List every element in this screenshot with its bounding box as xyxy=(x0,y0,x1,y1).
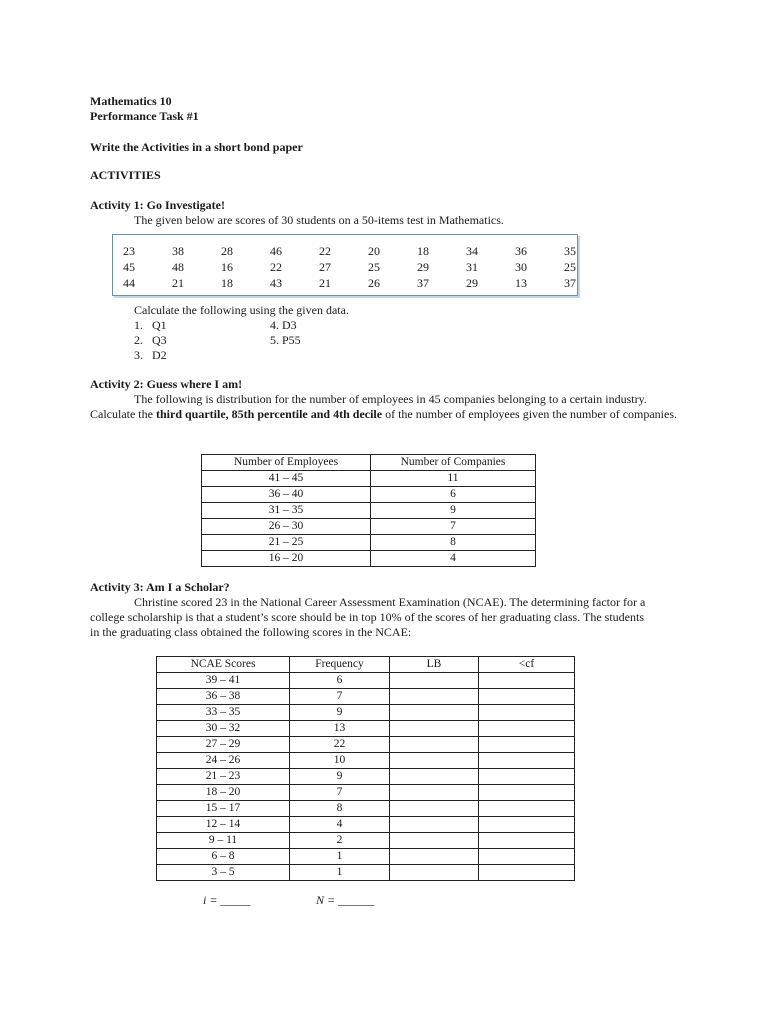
score-cell: 34 xyxy=(466,244,478,258)
table-row xyxy=(157,833,575,849)
score-cell: 13 xyxy=(515,276,527,290)
frequency-cell: 1 xyxy=(290,865,390,881)
lb-cell xyxy=(390,801,479,817)
score-cell: 21 xyxy=(319,276,331,290)
table-row xyxy=(157,673,575,689)
lb-cell xyxy=(390,833,479,849)
score-cell: 25 xyxy=(368,260,380,274)
table-row xyxy=(157,865,575,881)
employees-range-cell: 36 – 40 xyxy=(202,487,371,503)
score-cell: 18 xyxy=(417,244,429,258)
lb-cell xyxy=(390,769,479,785)
employees-col-header: Number of Employees xyxy=(202,455,371,471)
ncae-score-cell: 3 – 5 xyxy=(157,865,290,881)
table-row xyxy=(157,689,575,705)
score-cell: 27 xyxy=(319,260,331,274)
cf-cell xyxy=(479,689,575,705)
subject-title: Mathematics 10 xyxy=(90,94,172,108)
activity2-intro: The following is distribution for the number of employees in 45 companies belonging to a certain industry. xyxy=(134,392,647,406)
frequency-cell: 1 xyxy=(290,849,390,865)
frequency-cell: 9 xyxy=(290,705,390,721)
lb-cell xyxy=(390,865,479,881)
frequency-cell: 7 xyxy=(290,785,390,801)
score-cell: 46 xyxy=(270,244,282,258)
cf-cell xyxy=(479,865,575,881)
item-d2: 3. D2 xyxy=(134,348,167,362)
cf-cell xyxy=(479,817,575,833)
table-row xyxy=(157,705,575,721)
item-d3: 4. D3 xyxy=(270,318,297,332)
frequency-cell: 6 xyxy=(290,673,390,689)
ncae-score-cell: 30 – 32 xyxy=(157,721,290,737)
table-row xyxy=(157,769,575,785)
companies-count-cell: 4 xyxy=(371,551,536,567)
score-cell: 22 xyxy=(319,244,331,258)
cf-cell xyxy=(479,849,575,865)
task-title: Performance Task #1 xyxy=(90,109,199,123)
frequency-cell: 4 xyxy=(290,817,390,833)
employees-range-cell: 16 – 20 xyxy=(202,551,371,567)
activity3-title: Activity 3: Am I a Scholar? xyxy=(90,580,230,594)
table-row xyxy=(157,785,575,801)
cf-header: <cf xyxy=(479,657,575,673)
score-cell: 35 xyxy=(564,244,576,258)
activity2-title: Activity 2: Guess where I am! xyxy=(90,377,243,391)
frequency-cell: 9 xyxy=(290,769,390,785)
score-cell: 30 xyxy=(515,260,527,274)
lb-cell xyxy=(390,689,479,705)
lb-cell xyxy=(390,785,479,801)
lb-cell xyxy=(390,849,479,865)
frequency-cell: 7 xyxy=(290,689,390,705)
companies-count-cell: 7 xyxy=(371,519,536,535)
lb-header: LB xyxy=(390,657,479,673)
cf-cell xyxy=(479,801,575,817)
score-cell: 29 xyxy=(417,260,429,274)
lb-cell xyxy=(390,817,479,833)
employees-range-cell: 21 – 25 xyxy=(202,535,371,551)
score-row xyxy=(123,243,613,259)
table-row xyxy=(202,471,536,487)
employees-table xyxy=(201,454,536,567)
cf-cell xyxy=(479,737,575,753)
cf-cell xyxy=(479,769,575,785)
score-cell: 23 xyxy=(123,244,135,258)
activity2-paragraph xyxy=(90,406,678,422)
score-cell: 48 xyxy=(172,260,184,274)
frequency-cell: 13 xyxy=(290,721,390,737)
ncae-score-cell: 12 – 14 xyxy=(157,817,290,833)
score-cell: 37 xyxy=(417,276,429,290)
cf-cell xyxy=(479,785,575,801)
ncae-table xyxy=(156,656,575,881)
ncae-score-cell: 36 – 38 xyxy=(157,689,290,705)
table-row xyxy=(202,503,536,519)
table-row xyxy=(157,737,575,753)
activity2-bold-third-quartile: third quartile xyxy=(155,407,226,421)
score-cell: 26 xyxy=(368,276,380,290)
activity3-line3: in the graduating class obtained the following scores in the NCAE: xyxy=(90,625,412,639)
cf-cell xyxy=(479,833,575,849)
employees-range-cell: 41 – 45 xyxy=(202,471,371,487)
frequency-cell: 22 xyxy=(290,737,390,753)
activity2-rest: of the number of employees given the number of companies. xyxy=(382,407,678,421)
frequency-header: Frequency xyxy=(290,657,390,673)
table-row xyxy=(157,849,575,865)
score-cell: 16 xyxy=(221,260,233,274)
score-cell: 36 xyxy=(515,244,527,258)
score-row xyxy=(123,259,613,275)
activity1-prompt: Calculate the following using the given data. xyxy=(134,303,349,317)
table-row xyxy=(202,551,536,567)
score-cell: 37 xyxy=(564,276,576,290)
activity1-title: Activity 1: Go Investigate! xyxy=(90,198,225,212)
cf-cell xyxy=(479,721,575,737)
ncae-header-row xyxy=(157,657,575,673)
table-row xyxy=(157,817,575,833)
cf-cell xyxy=(479,753,575,769)
scores-grid xyxy=(123,243,613,291)
activity3-line2: college scholarship is that a student’s score should be in top 10% of the scores of her graduating class. The students xyxy=(90,610,644,624)
ncae-score-cell: 21 – 23 xyxy=(157,769,290,785)
ncae-score-cell: 9 – 11 xyxy=(157,833,290,849)
table-row xyxy=(202,487,536,503)
class-width-blank: i = _____ xyxy=(203,893,251,907)
score-cell: 45 xyxy=(123,260,135,274)
activity3-line1: Christine scored 23 in the National Career Assessment Examination (NCAE). The determining factor for a xyxy=(134,595,646,609)
table-row xyxy=(202,519,536,535)
lb-cell xyxy=(390,705,479,721)
activity2-comma: , xyxy=(225,407,232,421)
activity2-calc: Calculate the xyxy=(90,407,156,421)
frequency-cell: 10 xyxy=(290,753,390,769)
cf-cell xyxy=(479,705,575,721)
ncae-scores-header: NCAE Scores xyxy=(157,657,290,673)
item-q1: 1. Q1 xyxy=(134,318,167,332)
companies-count-cell: 8 xyxy=(371,535,536,551)
lb-cell xyxy=(390,721,479,737)
ncae-score-cell: 18 – 20 xyxy=(157,785,290,801)
table-row xyxy=(202,535,536,551)
item-q3: 2. Q3 xyxy=(134,333,167,347)
score-cell: 18 xyxy=(221,276,233,290)
lb-cell xyxy=(390,737,479,753)
companies-count-cell: 6 xyxy=(371,487,536,503)
score-cell: 20 xyxy=(368,244,380,258)
frequency-cell: 8 xyxy=(290,801,390,817)
lb-cell xyxy=(390,673,479,689)
companies-count-cell: 11 xyxy=(371,471,536,487)
ncae-score-cell: 24 – 26 xyxy=(157,753,290,769)
score-cell: 43 xyxy=(270,276,282,290)
score-row xyxy=(123,275,613,291)
score-cell: 31 xyxy=(466,260,478,274)
scores-box xyxy=(112,234,578,296)
cf-cell xyxy=(479,673,575,689)
ncae-score-cell: 39 – 41 xyxy=(157,673,290,689)
instruction: Write the Activities in a short bond paper xyxy=(90,140,303,154)
employees-range-cell: 31 – 35 xyxy=(202,503,371,519)
employees-range-cell: 26 – 30 xyxy=(202,519,371,535)
employees-header-row xyxy=(202,455,536,471)
score-cell: 21 xyxy=(172,276,184,290)
score-cell: 28 xyxy=(221,244,233,258)
ncae-score-cell: 27 – 29 xyxy=(157,737,290,753)
score-cell: 22 xyxy=(270,260,282,274)
section-title: ACTIVITIES xyxy=(90,168,161,182)
activity2-bold-percentile-decile: 85th percentile and 4th decile xyxy=(231,407,383,421)
ncae-score-cell: 6 – 8 xyxy=(157,849,290,865)
table-row xyxy=(157,801,575,817)
companies-count-cell: 9 xyxy=(371,503,536,519)
item-p55: 5. P55 xyxy=(270,333,301,347)
score-cell: 25 xyxy=(564,260,576,274)
total-n-blank: N = ______ xyxy=(316,893,375,907)
score-cell: 38 xyxy=(172,244,184,258)
table-row xyxy=(157,753,575,769)
lb-cell xyxy=(390,753,479,769)
score-cell: 29 xyxy=(466,276,478,290)
activity1-intro: The given below are scores of 30 students on a 50-items test in Mathematics. xyxy=(134,213,504,227)
ncae-score-cell: 15 – 17 xyxy=(157,801,290,817)
frequency-cell: 2 xyxy=(290,833,390,849)
ncae-score-cell: 33 – 35 xyxy=(157,705,290,721)
score-cell: 44 xyxy=(123,276,135,290)
companies-col-header: Number of Companies xyxy=(371,455,536,471)
table-row xyxy=(157,721,575,737)
